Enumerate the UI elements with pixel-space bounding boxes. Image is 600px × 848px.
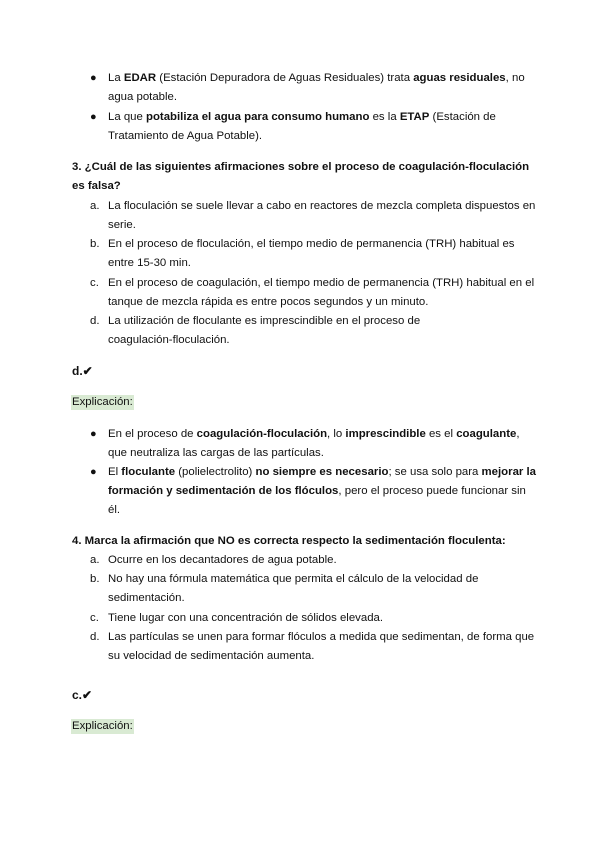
option-letter-b: b. xyxy=(90,573,100,585)
question-4-title: 4. Marca la afirmación que NO es correcta respecto la sedimentación floculenta: xyxy=(72,535,506,547)
q3-option-a-line1: La floculación se suele llevar a cabo en reactores de mezcla completa dispuestos en xyxy=(108,200,536,212)
q4-option-b-line2: sedimentación. xyxy=(108,592,185,604)
q3-option-b-line2: entre 15-30 min. xyxy=(108,257,191,269)
question-3-answer: d.✔ xyxy=(72,364,93,378)
bullet-dot: ● xyxy=(90,72,97,84)
option-letter-c: c. xyxy=(90,277,99,289)
option-letter-d: d. xyxy=(90,315,100,327)
bullet-etap-line1: La que potabiliza el agua para consumo humano es la ETAP (Estación de xyxy=(108,111,496,123)
question-3-title-line1: 3. ¿Cuál de las siguientes afirmaciones sobre el proceso de coagulación-floculación xyxy=(72,161,530,173)
option-letter-d: d. xyxy=(90,631,100,643)
bullet-dot: ● xyxy=(90,466,97,478)
q3-explanation-bullet1-line1: En el proceso de coagulación-floculación, lo imprescindible es el coagulante, xyxy=(108,428,520,440)
question-4-explanation-label: Explicación: xyxy=(72,720,133,732)
option-letter-b: b. xyxy=(90,238,100,250)
question-3-title-line2: es falsa? xyxy=(72,180,121,192)
bullet-dot: ● xyxy=(90,428,97,440)
q3-option-b-line1: En el proceso de floculación, el tiempo medio de permanencia (TRH) habitual es xyxy=(108,238,515,250)
q3-option-c-line2: tanque de mezcla rápida es entre pocos segundos y un minuto. xyxy=(108,296,429,308)
q4-option-d-line1: Las partículas se unen para formar flóculos a medida que sedimentan, de forma que xyxy=(108,631,535,643)
option-letter-a: a. xyxy=(90,554,100,566)
q3-explanation-bullet2-line3: él. xyxy=(108,504,121,516)
bullet-edar-line1: La EDAR (Estación Depuradora de Aguas Residuales) trata aguas residuales, no xyxy=(108,72,525,84)
bullet-dot: ● xyxy=(90,111,97,123)
option-letter-a: a. xyxy=(90,200,100,212)
question-3-explanation-label: Explicación: xyxy=(72,396,133,408)
q4-option-d-line2: su velocidad de sedimentación aumenta. xyxy=(108,650,315,662)
q4-option-a-line1: Ocurre en los decantadores de agua potable. xyxy=(108,554,337,566)
q4-option-b-line1: No hay una fórmula matemática que permita el cálculo de la velocidad de xyxy=(108,573,479,585)
q3-option-c-line1: En el proceso de coagulación, el tiempo medio de permanencia (TRH) habitual en el xyxy=(108,277,535,289)
bullet-etap-line2: Tratamiento de Agua Potable). xyxy=(108,130,263,142)
q3-explanation-bullet2-line2: formación y sedimentación de los flóculos, pero el proceso puede funcionar sin xyxy=(108,485,526,497)
option-letter-c: c. xyxy=(90,612,99,624)
q3-explanation-bullet1-line2: que neutraliza las cargas de las partículas. xyxy=(108,447,324,459)
q3-option-d-line1: La utilización de floculante es imprescindible en el proceso de xyxy=(108,315,421,327)
q3-option-a-line2: serie. xyxy=(108,219,136,231)
q3-option-d-line2: coagulación-floculación. xyxy=(108,334,230,346)
q4-option-c-line1: Tiene lugar con una concentración de sólidos elevada. xyxy=(108,612,384,624)
q3-explanation-bullet2-line1: El floculante (polielectrolito) no siempre es necesario; se usa solo para mejorar la xyxy=(108,466,536,478)
bullet-edar-line2: agua potable. xyxy=(108,91,178,103)
question-4-answer: c.✔ xyxy=(72,688,93,702)
